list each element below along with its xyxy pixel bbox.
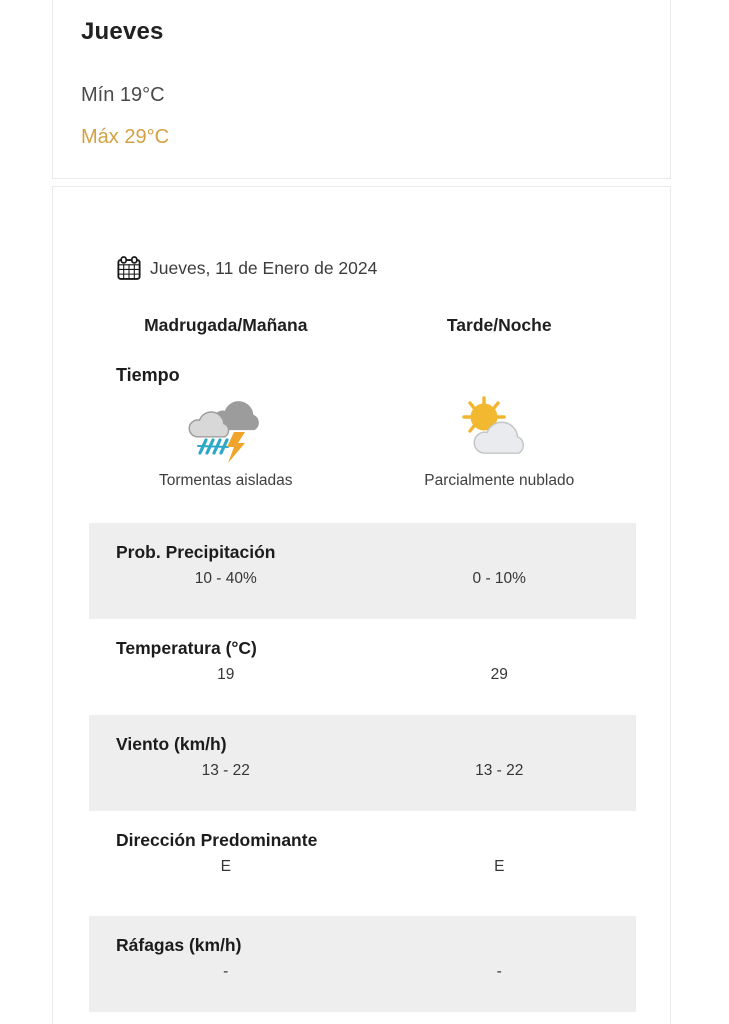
min-temperature: Mín 19°C — [81, 84, 165, 106]
table-row-temperature — [89, 619, 636, 715]
calendar-icon — [116, 255, 142, 282]
row-label: Ráfagas (km/h) — [116, 935, 242, 955]
row-value-morning: 13 - 22 — [201, 762, 250, 779]
weather-section-label: Tiempo — [116, 365, 180, 385]
row-value-evening: E — [494, 858, 505, 875]
weather-caption-evening: Parcialmente nublado — [424, 472, 575, 489]
column-header-evening: Tarde/Noche — [446, 315, 552, 335]
row-value-morning: E — [220, 858, 231, 875]
row-value-morning: 10 - 40% — [194, 570, 257, 587]
date-row — [116, 255, 377, 282]
day-title: Jueves — [81, 18, 164, 45]
max-temperature: Máx 29°C — [81, 126, 170, 148]
column-headers — [89, 315, 636, 336]
forecast-date: Jueves, 11 de Enero de 2024 — [150, 258, 378, 278]
table-row-wind-direction — [89, 811, 636, 916]
row-value-evening: 29 — [490, 666, 508, 683]
weather-caption-morning: Tormentas aisladas — [158, 472, 293, 489]
weather-icons-row — [89, 392, 636, 468]
table-row-gusts — [89, 916, 636, 1012]
row-value-evening: - — [496, 963, 502, 980]
forecast-table — [89, 523, 636, 1012]
isolated-storms-icon — [183, 390, 269, 471]
table-row-wind — [89, 715, 636, 811]
row-value-evening: 0 - 10% — [472, 570, 526, 587]
row-label: Temperatura (°C) — [116, 638, 257, 658]
row-value-morning: 19 — [217, 666, 235, 683]
partly-cloudy-icon — [456, 395, 542, 466]
row-label: Prob. Precipitación — [116, 542, 276, 562]
day-summary-card[interactable] — [52, 0, 671, 179]
weather-captions-row — [89, 472, 636, 490]
row-value-morning: - — [223, 963, 229, 980]
row-value-evening: 13 - 22 — [475, 762, 524, 779]
forecast-detail-card — [52, 186, 671, 1024]
row-label: Dirección Predominante — [116, 830, 318, 850]
table-row-precipitation — [89, 523, 636, 619]
row-label: Viento (km/h) — [116, 734, 227, 754]
column-header-morning: Madrugada/Mañana — [144, 315, 308, 335]
